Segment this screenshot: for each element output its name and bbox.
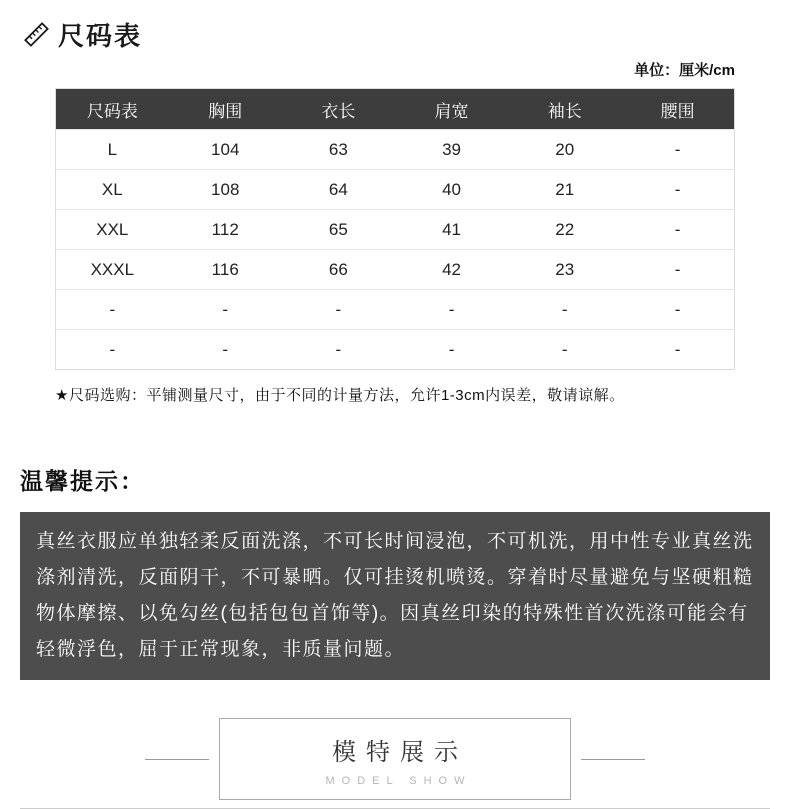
- table-row: [56, 130, 735, 170]
- size-cell: 40: [395, 170, 508, 210]
- page-header: [20, 16, 770, 53]
- size-cell: -: [282, 330, 395, 370]
- size-cell: -: [621, 330, 734, 370]
- size-cell: 116: [169, 250, 282, 290]
- size-cell: -: [621, 170, 734, 210]
- size-cell: -: [621, 130, 734, 170]
- size-cell: -: [395, 330, 508, 370]
- ruler-icon: [22, 21, 50, 49]
- page-title: 尺码表: [58, 21, 143, 51]
- size-cell: 66: [282, 250, 395, 290]
- size-cell: -: [395, 290, 508, 330]
- size-cell: 65: [282, 210, 395, 250]
- size-cell: 20: [508, 130, 621, 170]
- size-cell: -: [508, 330, 621, 370]
- size-cell: XL: [56, 170, 169, 210]
- size-cell: -: [621, 290, 734, 330]
- size-cell: -: [508, 290, 621, 330]
- size-cell: 42: [395, 250, 508, 290]
- size-cell: 112: [169, 210, 282, 250]
- table-row: [56, 210, 735, 250]
- size-table: [55, 88, 735, 370]
- washing-tips-box: [20, 512, 770, 680]
- size-cell: 21: [508, 170, 621, 210]
- model-show-title: 模特展示: [332, 739, 468, 766]
- table-row: [56, 330, 735, 370]
- size-cell: 23: [508, 250, 621, 290]
- column-header: 胸围: [169, 89, 282, 130]
- size-cell: -: [56, 330, 169, 370]
- size-cell: 39: [395, 130, 508, 170]
- size-purchase-note: ★尺码选购：平铺测量尺寸，由于不同的计量方法，允许1-3cm内误差，敬请谅解。: [55, 387, 625, 404]
- size-cell: -: [621, 210, 734, 250]
- column-header: 尺码表: [56, 89, 169, 130]
- size-cell: 63: [282, 130, 395, 170]
- model-show-box: [219, 718, 571, 800]
- size-cell: 108: [169, 170, 282, 210]
- size-cell: -: [56, 290, 169, 330]
- column-header: 袖长: [508, 89, 621, 130]
- size-cell: -: [282, 290, 395, 330]
- size-cell: XXL: [56, 210, 169, 250]
- tips-title: 温馨提示：: [20, 468, 145, 494]
- model-show-subtitle: MODEL SHOW: [325, 775, 472, 787]
- model-show-section: [20, 718, 770, 800]
- table-header-row: [56, 89, 735, 130]
- size-cell: 64: [282, 170, 395, 210]
- table-row: [56, 250, 735, 290]
- table-row: [56, 170, 735, 210]
- table-row: [56, 290, 735, 330]
- size-cell: -: [621, 250, 734, 290]
- column-header: 衣长: [282, 89, 395, 130]
- washing-tips-text: 真丝衣服应单独轻柔反面洗涤，不可长时间浸泡，不可机洗，用中性专业真丝洗涤剂清洗，反面阴干，不可暴晒。仅可挂烫机喷烫。穿着时尽量避免与坚硬粗糙物体摩擦、以免勾丝(包括包包首饰等)。因真丝印染的特殊性首次洗涤可能会有轻微浮色，屈于正常现象，非质量问题。: [36, 531, 754, 660]
- right-divider-line: [581, 759, 645, 760]
- column-header: 肩宽: [395, 89, 508, 130]
- size-cell: -: [169, 330, 282, 370]
- size-cell: 104: [169, 130, 282, 170]
- size-cell: 41: [395, 210, 508, 250]
- left-divider-line: [145, 759, 209, 760]
- unit-label: 单位：厘米/cm: [634, 62, 735, 79]
- size-cell: XXXL: [56, 250, 169, 290]
- column-header: 腰围: [621, 89, 734, 130]
- size-cell: -: [169, 290, 282, 330]
- size-cell: L: [56, 130, 169, 170]
- size-cell: 22: [508, 210, 621, 250]
